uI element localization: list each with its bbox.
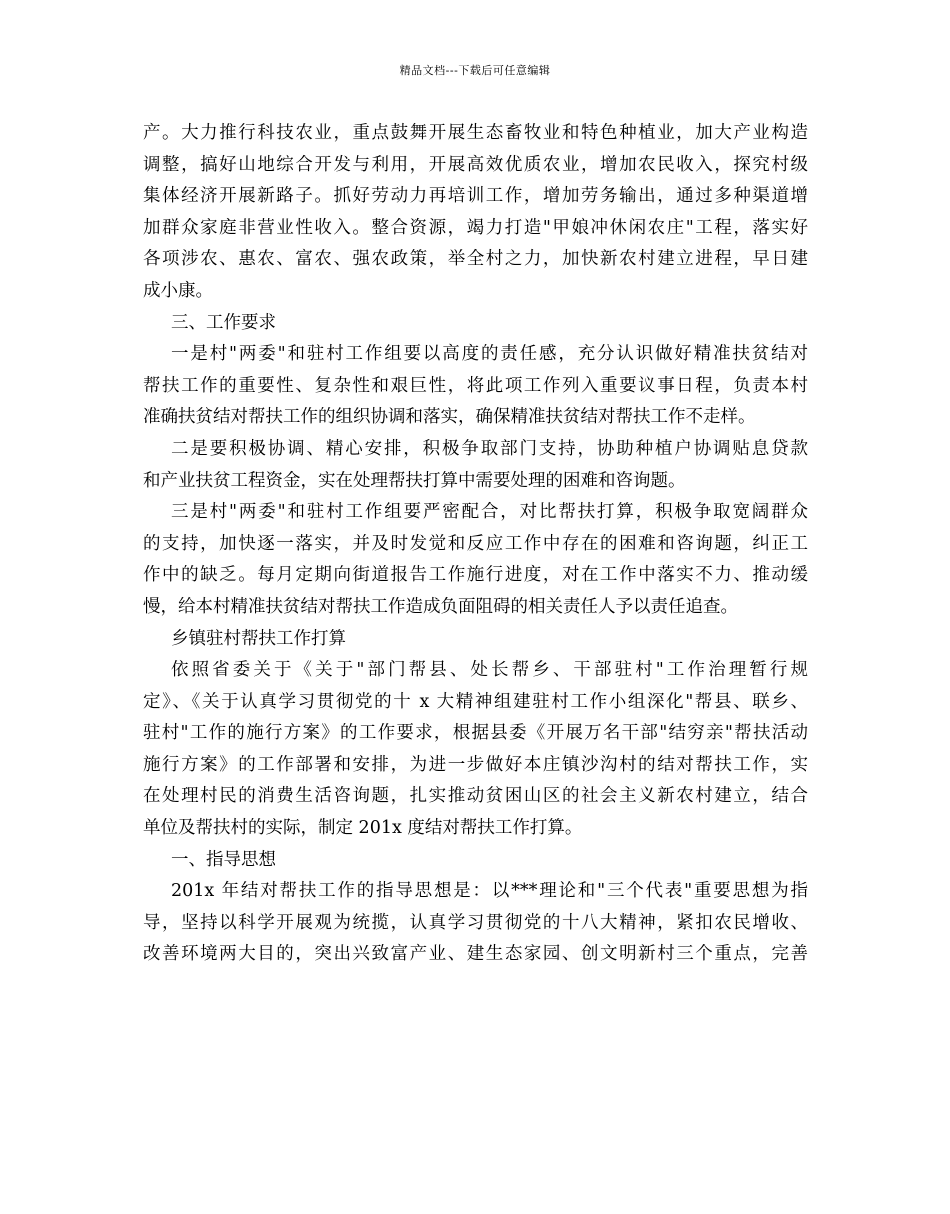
paragraph [143,339,808,434]
section-heading: 乡镇驻村帮扶工作打算 [171,628,346,649]
text-line: 施行方案》的工作部署和安排，为进一步做好本庄镇沙沟村的结对帮扶工作，实 [143,754,808,775]
text-line: 一是村"两委"和驻村工作组要以高度的责任感，充分认识做好精准扶贫结对 [171,344,808,365]
text-line: 成小康。 [143,280,213,301]
text-line: 201x 年结对帮扶工作的指导思想是：以***理论和"三个代表"重要思想为指 [171,881,808,902]
text-line: 调整，搞好山地综合开发与利用，开展高效优质农业，增加农民收入，探究村级 [143,154,808,175]
text-line: 定》、《关于认真学习贯彻党的十 x 大精神组建驻村工作小组深化"帮县、联乡、 [143,691,808,712]
text-line: 二是要积极协调、精心安排，积极争取部门支持，协助种植户协调贴息贷款 [171,438,808,459]
section-heading: 三、工作要求 [171,312,276,333]
text-line: 产。大力推行科技农业，重点鼓舞开展生态畜牧业和特色种植业，加大产业构造 [143,123,808,143]
text-line: 帮扶工作的重要性、复杂性和艰巨性，将此项工作列入重要议事日程，负责本村 [143,375,808,396]
text-line: 加群众家庭非营业性收入。整合资源，竭力打造"甲娘冲休闲农庄"工程，落实好 [143,217,808,238]
text-line: 单位及帮扶村的实际，制定 201x 度结对帮扶工作打算。 [143,818,583,839]
text-line: 准确扶贫结对帮扶工作的组织协调和落实，确保精准扶贫结对帮扶工作不走样。 [143,407,756,428]
text-line: 慢，给本村精准扶贫结对帮扶工作造成负面阻碍的相关责任人予以责任追查。 [143,596,738,617]
text-line: 和产业扶贫工程资金，实在处理帮扶打算中需要处理的困难和咨询题。 [143,470,686,491]
paragraph [143,497,808,623]
text-line: 驻村"工作的施行方案》的工作要求，根据县委《开展万名干部"结穷亲"帮扶活动 [143,723,808,744]
text-line: 改善环境两大目的，突出兴致富产业、建生态家园、创文明新村三个重点，完善 [143,944,808,965]
document-body [143,118,808,971]
section-heading: 一、指导思想 [171,849,276,870]
page-header: 精品文档---下载后可任意编辑 [399,64,551,77]
paragraph [143,655,808,845]
paragraph [143,118,808,308]
text-line: 在处理村民的消费生活咨询题，扎实推动贫困山区的社会主义新农村建立，结合 [143,786,808,807]
paragraph [143,876,808,971]
text-line: 的支持，加快逐一落实，并及时发觉和反应工作中存在的困难和咨询题，纠正工 [143,533,808,554]
text-line: 各项涉农、惠农、富农、强农政策，举全村之力，加快新农村建立进程，早日建 [143,249,808,270]
text-line: 集体经济开展新路子。抓好劳动力再培训工作，增加劳务输出，通过多种渠道增 [143,186,808,207]
text-line: 依照省委关于《关于"部门帮县、处长帮乡、干部驻村"工作治理暂行规 [171,660,808,681]
text-line: 作中的缺乏。每月定期向街道报告工作施行进度，对在工作中落实不力、推动缓 [143,565,808,586]
text-line: 三是村"两委"和驻村工作组要严密配合，对比帮扶打算，积极争取宽阔群众 [171,502,808,523]
text-line: 导，坚持以科学开展观为统揽，认真学习贯彻党的十八大精神，紧扣农民增收、 [143,912,808,933]
paragraph [143,434,808,497]
